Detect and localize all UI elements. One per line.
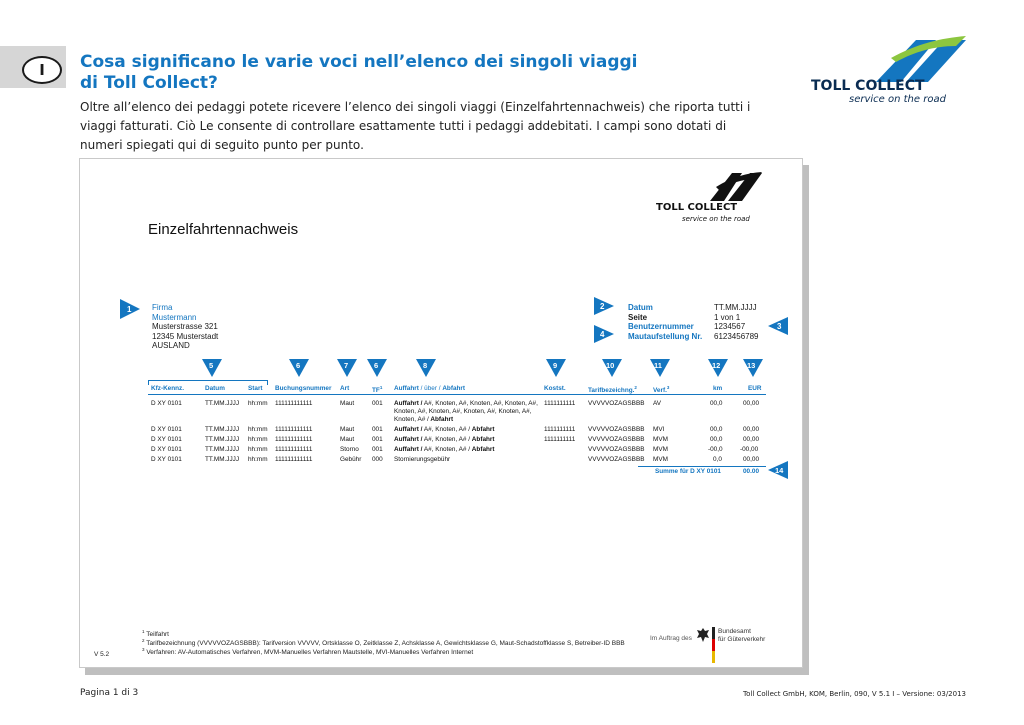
svg-text:11: 11 xyxy=(654,361,662,370)
footnote-2: $^2$ Tarifbezeichnung (VVVVVOZAGSBBB): Tarifversion VVVVV, Ortsklasse O, Zeitklasse Z, Achsklasse A, Gewichtsklasse G, Maut-Schadstoffklasse S, Betreiber-ID BBB xyxy=(142,638,625,648)
callout-14 xyxy=(768,461,788,479)
callout-13 xyxy=(743,359,763,377)
section-marker: I xyxy=(22,56,62,84)
callout-8 xyxy=(416,359,436,377)
document-sample xyxy=(79,158,803,668)
table-row: D XY 0101 TT.MM.JJJJ hh:mm 111111111111 Gebühr 000 Stornierungsgebühr VVVVVOZAGSBBB MVM 0,0 00,00 xyxy=(151,456,759,463)
callout-9 xyxy=(546,359,566,377)
col-kostst: Kostst. xyxy=(544,385,566,392)
doc-version: V 5.2 xyxy=(94,651,110,658)
document-info-values xyxy=(714,303,759,341)
table-row: D XY 0101 TT.MM.JJJJ hh:mm 111111111111 Storno 001 Auffahrt / A#, Knoten, A# / Abfahrt VVVVVOZAGSBBB MVM -00,0 -00,00 xyxy=(151,446,759,453)
sum-value: 00.00 xyxy=(743,468,759,475)
svg-text:4: 4 xyxy=(600,330,605,339)
col-kfz: Kfz-Kennz. xyxy=(151,385,185,392)
auftrag-text: Im Auftrag des xyxy=(650,635,692,642)
col-art: Art xyxy=(340,385,350,392)
callout-10 xyxy=(602,359,622,377)
sum-label: Summe für D XY 0101 xyxy=(655,468,721,475)
recipient-address xyxy=(152,303,218,351)
svg-text:5: 5 xyxy=(209,361,214,370)
svg-text:14: 14 xyxy=(775,466,784,475)
table-row: D XY 0101 TT.MM.JJJJ hh:mm 111111111111 Maut 001 Auffahrt / A#, Knoten, A# / Abfahrt 1111111111 VVVVVOZAGSBBB MVM 00,0 00,00 xyxy=(151,436,759,443)
table-row: D XY 0101 TT.MM.JJJJ hh:mm 111111111111 Maut 001 Auffahrt / A#, Knoten, A# / Abfahrt 1111111111 VVVVVOZAGSBBB MVI 00,0 00,00 xyxy=(151,426,759,433)
logo-swoosh-icon xyxy=(806,32,976,82)
col-tf: $TF^1$ xyxy=(372,385,383,395)
table-row: D XY 0101 TT.MM.JJJJ hh:mm 111111111111 Maut 001 Auffahrt / A#, Knoten, A#, Knoten, A#, Knoten, A#, Knoten, A#, Knoten, A#, Knoten, A#, Knoten, A#, Knoten, A# / Abfahrt 1111111111 VVVVVOZAGSBBB AV 00,0 00,00 xyxy=(151,400,759,423)
document-title: Einzelfahrtennachweis xyxy=(148,221,299,238)
callout-6b xyxy=(367,359,387,377)
datum-value: TT.MM.JJJJ xyxy=(714,303,757,312)
col-route: Auffahrt / über / Abfahrt xyxy=(394,385,466,392)
callout-1 xyxy=(120,299,140,319)
svg-text:9: 9 xyxy=(553,361,558,370)
imprint: Toll Collect GmbH, KOM, Berlin, 090, V 5.1 I – Versione: 03/2013 xyxy=(743,690,966,698)
sum-row xyxy=(638,466,766,477)
address-company-2: Mustermann xyxy=(152,312,197,322)
page-title xyxy=(80,52,720,94)
title-line-2: di Toll Collect? xyxy=(80,73,218,93)
callout-4 xyxy=(594,325,614,343)
doc-logo xyxy=(652,169,762,227)
callout-5 xyxy=(202,359,222,377)
svg-text:8: 8 xyxy=(423,361,428,370)
col-start: Start xyxy=(248,385,263,392)
benutzer-label: Benutzernummer xyxy=(628,322,694,331)
svg-text:2: 2 xyxy=(600,302,605,311)
address-city: 12345 Musterstadt xyxy=(152,331,219,341)
callout-6 xyxy=(289,359,309,377)
col-verf: Verf.$^3$ xyxy=(653,385,670,395)
doc-brand-name: TOLL COLLECT xyxy=(656,202,738,213)
svg-text:10: 10 xyxy=(606,361,615,370)
ministry-logo xyxy=(650,627,770,667)
svg-text:13: 13 xyxy=(747,361,756,370)
brand-slogan: service on the road xyxy=(849,94,946,105)
callout-7 xyxy=(337,359,357,377)
page-number: Pagina 1 di 3 xyxy=(80,688,139,698)
callout-11 xyxy=(650,359,670,377)
document-info-labels xyxy=(628,303,702,341)
col-tarif: Tarifbezeichng.$^2$ xyxy=(588,385,637,395)
intro-text: Oltre all’elenco dei pedaggi potete ricevere l’elenco dei singoli viaggi (Einzelfahrtennachweis) che riporta tutti i viaggi fatturati. Ciò Le consente di controllare esattamente tutti i pedaggi addebitati. I campi sono dotati di numeri spiegati qui di seguito punto per punto. xyxy=(80,100,751,152)
trips-table xyxy=(148,384,766,474)
ministry-name: Bundesamt für Güterverkehr xyxy=(718,628,766,643)
doc-brand-slogan: service on the road xyxy=(682,215,750,223)
doc-logo-swoosh-icon xyxy=(652,169,762,203)
benutzer-value: 1234567 xyxy=(714,322,746,331)
svg-text:6: 6 xyxy=(374,361,379,370)
callout-3 xyxy=(768,317,788,335)
col-datum: Datum xyxy=(205,385,225,392)
svg-text:6: 6 xyxy=(296,361,301,370)
callout-2 xyxy=(594,297,614,315)
seite-label: Seite xyxy=(628,312,648,322)
col-eur: EUR xyxy=(748,385,762,392)
brand-name: TOLL COLLECT xyxy=(811,78,925,94)
flag-bar xyxy=(712,627,715,663)
svg-text:1: 1 xyxy=(127,305,132,314)
address-company-1: Firma xyxy=(152,303,173,312)
seite-value: 1 von 1 xyxy=(714,312,741,322)
eagle-icon xyxy=(696,627,710,643)
maut-value: 6123456789 xyxy=(714,331,759,341)
footnote-1: $^1$ Teilfahrt xyxy=(142,629,169,639)
address-country: AUSLAND xyxy=(152,341,190,350)
toll-collect-logo xyxy=(806,32,976,112)
title-line-1: Cosa significano le varie voci nell’elenco dei singoli viaggi xyxy=(80,52,638,72)
svg-text:7: 7 xyxy=(344,361,349,370)
callout-12 xyxy=(708,359,728,377)
footnotes xyxy=(142,629,662,656)
svg-text:12: 12 xyxy=(712,361,721,370)
footnote-3: $^3$ Verfahren: AV-Automatisches Verfahren, MVM-Manuelles Verfahren Mautstelle, MVI-Manuelles Verfahren Internet xyxy=(142,647,474,657)
maut-label: Mautaufstellung Nr. xyxy=(628,331,703,341)
svg-text:3: 3 xyxy=(777,322,782,331)
col-km: km xyxy=(713,385,723,392)
address-street: Musterstrasse 321 xyxy=(152,322,218,331)
datum-label: Datum xyxy=(628,303,653,312)
col-buchung: Buchungsnummer xyxy=(275,385,332,392)
header-rule xyxy=(148,394,766,395)
